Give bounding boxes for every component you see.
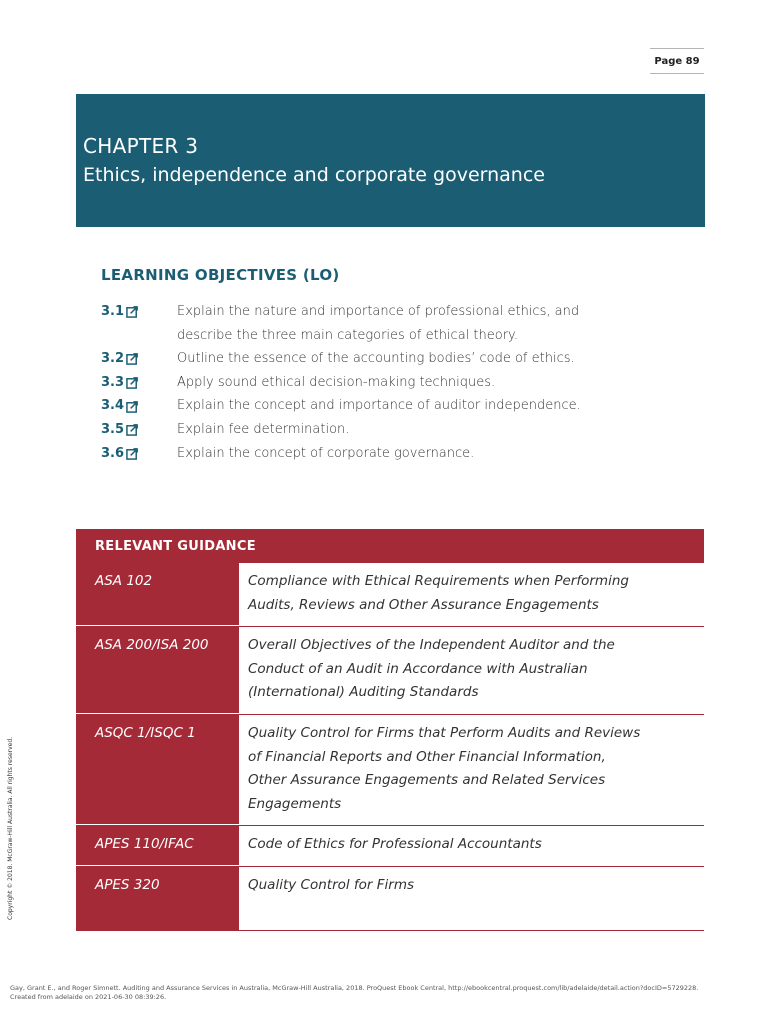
learning-objective-link[interactable] (101, 418, 139, 442)
external-link-icon (126, 423, 139, 436)
guidance-code: ASA 200/ISA 200 (76, 627, 239, 714)
learning-objective-number: 3.4 (101, 398, 125, 414)
learning-objective-text (177, 371, 701, 395)
guidance-row (76, 826, 704, 867)
guidance-description (239, 826, 704, 866)
external-link-icon (126, 447, 139, 460)
external-link-icon (126, 376, 139, 389)
learning-objective-text (177, 418, 701, 442)
learning-objective-item (101, 371, 701, 395)
guidance-description (239, 715, 704, 825)
learning-objective-text (177, 347, 701, 371)
footer (10, 984, 698, 1002)
guidance-row (76, 627, 704, 715)
guidance-description-line: Other Assurance Engagements and Related Services (248, 772, 606, 789)
learning-objective-line: Explain fee determination. (177, 421, 350, 437)
learning-objective-number: 3.2 (101, 351, 125, 367)
learning-objective-item (101, 347, 701, 371)
external-link-icon (126, 400, 139, 413)
guidance-description-line: Engagements (248, 795, 342, 812)
learning-objective-number: 3.5 (101, 421, 125, 437)
guidance-description-line: Conduct of an Audit in Accordance with Australian (248, 660, 588, 677)
guidance-description-line: Quality Control for Firms (248, 876, 415, 893)
guidance-code: APES 110/IFAC (76, 826, 239, 866)
guidance-rows (76, 563, 704, 931)
guidance-description-line: Compliance with Ethical Requirements when Performing (248, 573, 629, 589)
learning-objective-line: Apply sound ethical decision-making techniques. (177, 374, 496, 390)
learning-objective-text (177, 300, 701, 347)
learning-objective-line: Explain the nature and importance of professional ethics, and (177, 304, 580, 319)
guidance-code: ASQC 1/ISQC 1 (76, 715, 239, 825)
guidance-description-line: Code of Ethics for Professional Accountants (248, 836, 542, 853)
guidance-code: APES 320 (76, 867, 239, 930)
guidance-row (76, 867, 704, 931)
learning-objective-link[interactable] (101, 442, 139, 466)
chapter-number: CHAPTER 3 (83, 134, 199, 158)
learning-objective-line: Explain the concept of corporate governance. (177, 445, 475, 461)
learning-objective-line: Explain the concept and importance of auditor independence. (177, 398, 581, 414)
guidance-description-line: of Financial Reports and Other Financial Information, (248, 748, 606, 765)
learning-objective-text (177, 442, 701, 466)
learning-objective-number: 3.3 (101, 374, 125, 390)
guidance-description (239, 627, 704, 714)
guidance-heading: RELEVANT GUIDANCE (76, 529, 704, 563)
learning-objective-text (177, 394, 701, 418)
guidance-description-line: Overall Objectives of the Independent Auditor and the (248, 637, 615, 654)
guidance-row (76, 715, 704, 826)
relevant-guidance-table (76, 529, 704, 931)
learning-objective-link[interactable] (101, 371, 139, 395)
chapter-banner (76, 94, 705, 227)
learning-objective-item (101, 418, 701, 442)
learning-objectives-list (101, 300, 701, 465)
learning-objective-item (101, 300, 701, 347)
footer-citation: Gay, Grant E., and Roger Simnett. Auditing and Assurance Services in Australia, McGraw-Hill Australia, 2018. ProQuest Ebook Central, http://ebookcentral.proquest.com/lib/adelaide/detail.action?docID=5729228. (10, 984, 699, 992)
guidance-description-line (248, 898, 696, 922)
learning-objective-link[interactable] (101, 394, 139, 418)
chapter-title: Ethics, independence and corporate governance (83, 164, 545, 186)
guidance-description-line: Quality Control for Firms that Perform Audits and Reviews (248, 724, 641, 741)
guidance-description (239, 867, 704, 930)
side-copyright: Copyright © 2018. McGraw-Hill Australia. All rights reserved. (7, 736, 14, 920)
external-link-icon (126, 305, 139, 318)
learning-objective-item (101, 394, 701, 418)
learning-objective-item (101, 442, 701, 466)
guidance-code: ASA 102 (76, 563, 239, 626)
guidance-description-line: (International) Auditing Standards (248, 684, 479, 701)
guidance-row (76, 563, 704, 627)
learning-objective-number: 3.1 (101, 304, 125, 319)
learning-objective-line: describe the three main categories of ethical theory. (177, 327, 519, 343)
learning-objective-number: 3.6 (101, 445, 125, 461)
page-number-label: Page 89 (650, 48, 704, 74)
learning-objectives-heading: LEARNING OBJECTIVES (LO) (101, 266, 340, 284)
guidance-description (239, 563, 704, 626)
footer-created: Created from adelaide on 2021-06-30 08:39:26. (10, 993, 167, 1001)
guidance-description-line: Audits, Reviews and Other Assurance Engagements (248, 596, 599, 613)
learning-objective-link[interactable] (101, 300, 139, 324)
external-link-icon (126, 352, 139, 365)
learning-objective-link[interactable] (101, 347, 139, 371)
learning-objective-line: Outline the essence of the accounting bodies’ code of ethics. (177, 351, 575, 367)
